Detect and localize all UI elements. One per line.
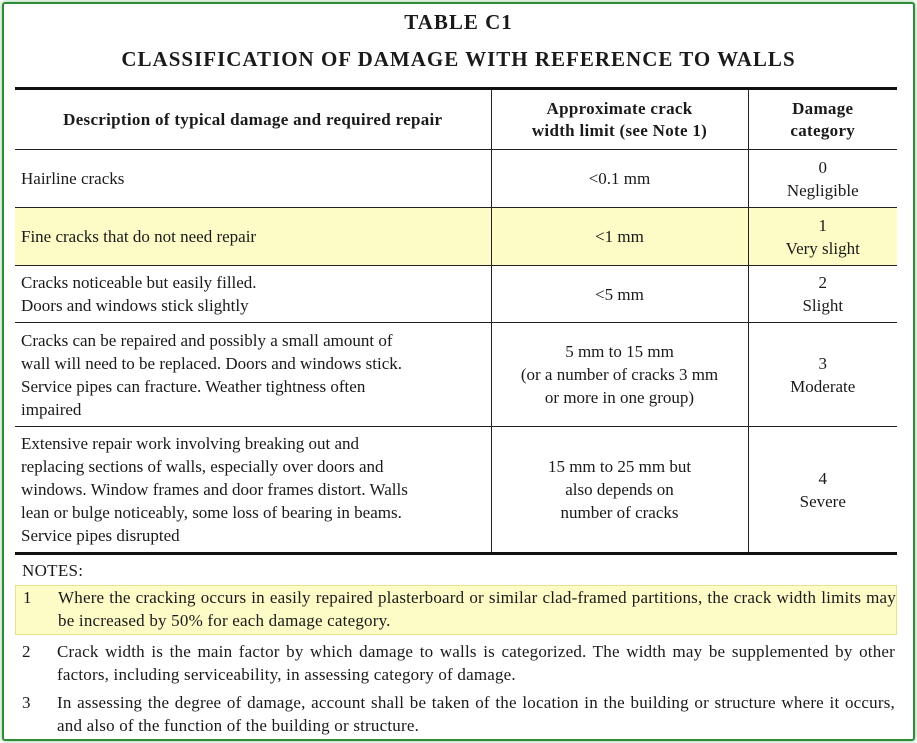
table-row	[15, 323, 897, 427]
category-number: 1	[818, 215, 827, 235]
crack-width-cell	[491, 266, 748, 323]
note-number: 1	[23, 588, 32, 607]
description-cell	[15, 150, 491, 208]
description-cell	[15, 208, 491, 266]
crack-width-line: 5 mm to 15 mm	[565, 342, 674, 361]
damage-category-cell	[748, 208, 897, 266]
description-line: Hairline cracks	[21, 169, 125, 188]
note-item	[15, 691, 895, 737]
category-number: 2	[818, 273, 827, 292]
description-line: replacing sections of walls, especially over doors and	[21, 457, 384, 476]
table-subtitle: CLASSIFICATION OF DAMAGE WITH REFERENCE TO WALLS	[121, 47, 796, 71]
description-line: lean or bulge noticeably, some loss of bearing in beams.	[21, 503, 402, 522]
category-number: 0	[818, 157, 827, 177]
note-item	[15, 640, 895, 686]
description-line: Service pipes disrupted	[21, 526, 180, 545]
crack-width-cell	[491, 323, 748, 427]
description-line: Cracks can be repaired and possibly a small amount of	[21, 330, 393, 350]
description-line: Service pipes can fracture. Weather tightness often	[21, 376, 366, 396]
description-line: impaired	[21, 399, 82, 419]
header-row	[15, 89, 897, 150]
description-cell	[15, 427, 491, 554]
crack-width-cell	[491, 427, 748, 554]
category-number: 3	[818, 353, 827, 373]
damage-category-cell	[748, 266, 897, 323]
description-line: windows. Window frames and door frames distort. Walls	[21, 480, 408, 499]
category-label: Moderate	[790, 376, 856, 396]
header-crack-width-line-1: Approximate crack	[546, 98, 693, 118]
description-line: Doors and windows stick slightly	[21, 296, 249, 315]
header-description: Description of typical damage and required repair	[15, 89, 491, 150]
note-text: Where the cracking occurs in easily repaired plasterboard or similar clad-framed partitions, the crack width limits may be increased by 50% for each damage category.	[58, 588, 896, 630]
table-row	[15, 427, 897, 554]
table-row-highlighted	[15, 208, 897, 266]
damage-classification-table	[15, 87, 897, 555]
description-cell	[15, 266, 491, 323]
damage-category-cell	[748, 323, 897, 427]
note-item-highlighted	[15, 585, 897, 635]
description-line: Extensive repair work involving breaking out and	[21, 434, 360, 453]
description-cell	[15, 323, 491, 427]
note-text: Crack width is the main factor by which damage to walls is categorized. The width may be supplemented by other factors, including serviceability, in assessing category of damage.	[57, 642, 895, 684]
crack-width-line: number of cracks	[560, 503, 679, 522]
category-number: 4	[818, 468, 827, 488]
crack-width-line: 15 mm to 25 mm but	[547, 457, 692, 476]
crack-width-line: or more in one group)	[544, 388, 695, 407]
category-label: Slight	[802, 296, 844, 315]
crack-width-line: (or a number of cracks 3 mm	[520, 365, 719, 384]
header-category-line-1: Damage	[792, 98, 854, 118]
table-title: TABLE C1	[404, 10, 513, 34]
table-row	[15, 266, 897, 323]
crack-width-line: <1 mm	[595, 227, 644, 246]
crack-width-line: <0.1 mm	[588, 169, 651, 188]
description-line: Fine cracks that do not need repair	[21, 227, 257, 246]
damage-category-cell	[748, 427, 897, 554]
crack-width-cell	[491, 208, 748, 266]
crack-width-line: <5 mm	[595, 284, 644, 304]
note-number: 3	[22, 693, 31, 712]
category-label: Severe	[799, 491, 846, 511]
table-row	[15, 150, 897, 208]
note-text: In assessing the degree of damage, account shall be taken of the location in the building or structure where it occurs, and also of the function of the building or structure.	[57, 693, 895, 735]
description-line: wall will need to be replaced. Doors and windows stick.	[21, 353, 402, 373]
category-label: Negligible	[786, 180, 859, 200]
category-label: Very slight	[785, 238, 860, 258]
damage-category-cell	[748, 150, 897, 208]
description-line: Cracks noticeable but easily filled.	[21, 273, 257, 292]
note-number: 2	[22, 642, 31, 661]
crack-width-line: also depends on	[565, 480, 674, 499]
header-crack-width	[491, 89, 748, 150]
crack-width-cell	[491, 150, 748, 208]
notes-heading: NOTES:	[22, 561, 84, 580]
header-crack-width-line-2: width limit (see Note 1)	[531, 120, 708, 140]
header-category-line-2: category	[790, 120, 856, 140]
header-damage-category	[748, 89, 897, 150]
